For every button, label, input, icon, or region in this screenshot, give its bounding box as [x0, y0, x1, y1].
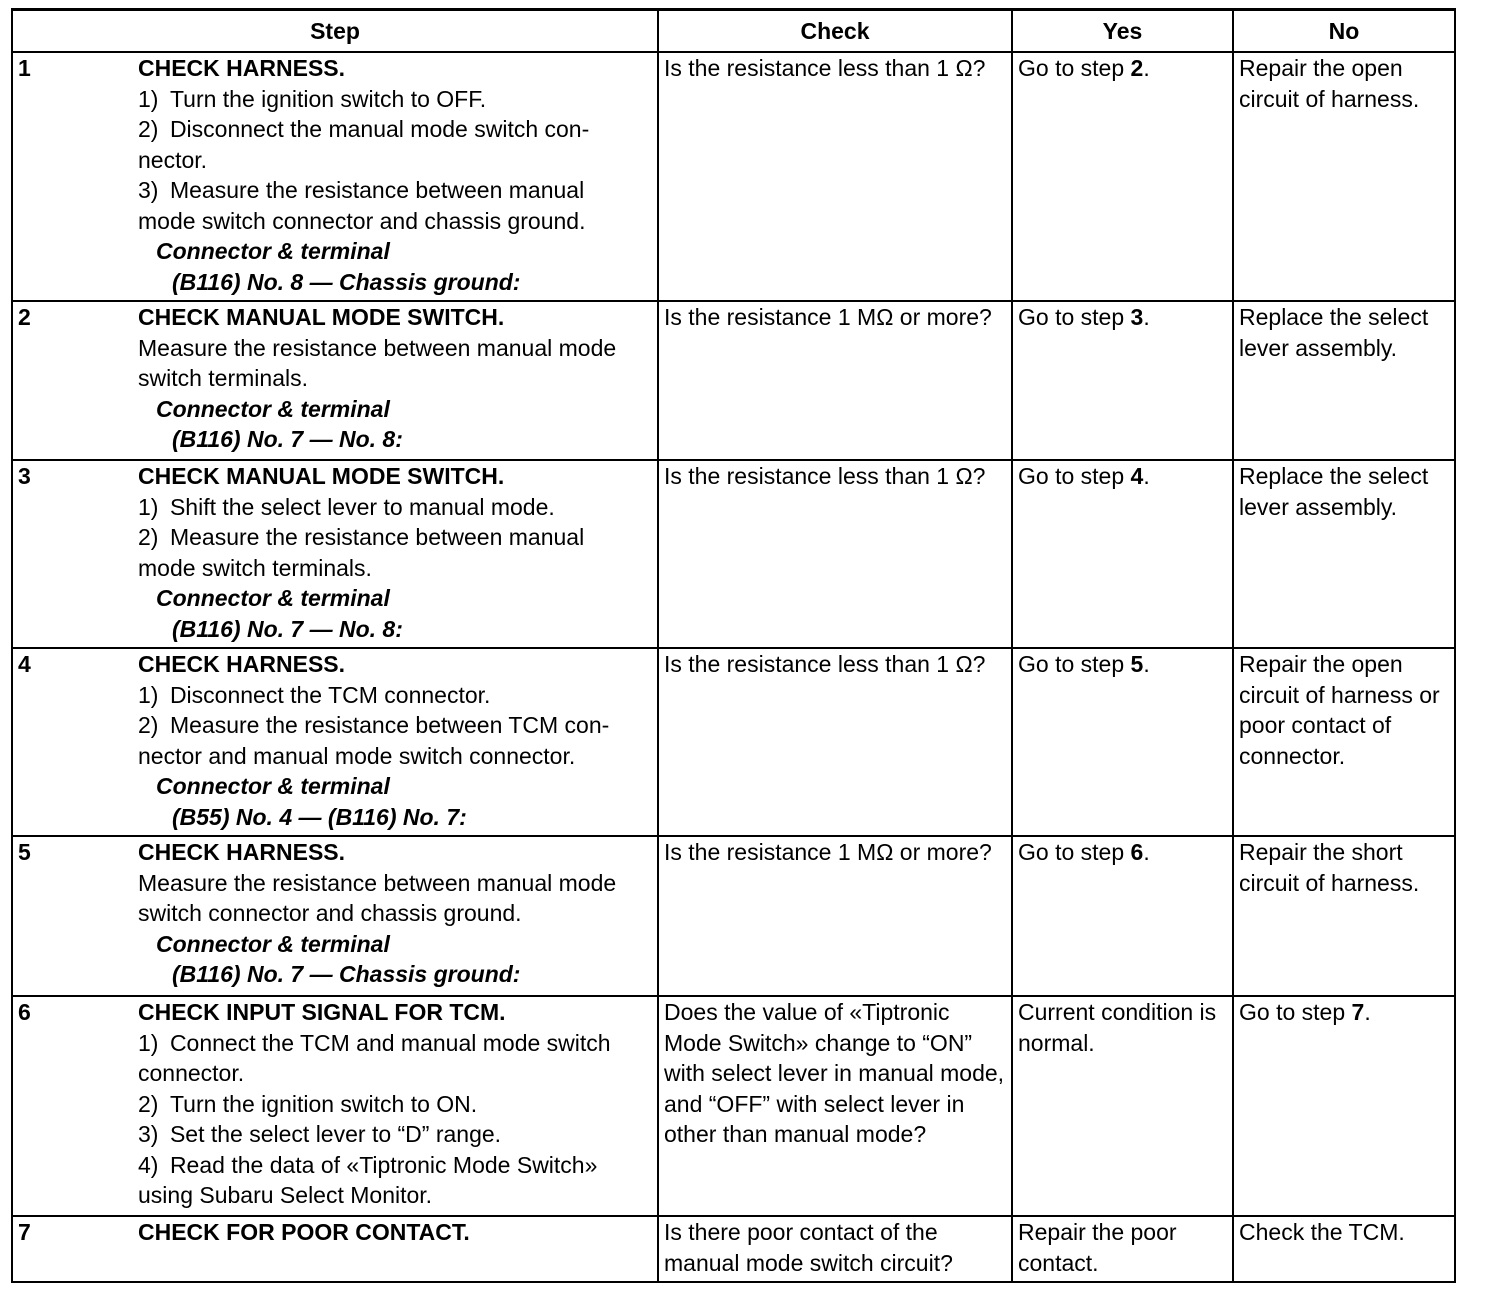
- header-yes: Yes: [1012, 10, 1233, 53]
- header-row: [12, 10, 1455, 53]
- check-cell: Is there poor contact of the manual mode switch circuit?: [658, 1216, 1012, 1282]
- check-cell: Is the resistance 1 MΩ or more?: [658, 836, 1012, 996]
- connector-label: Connector & terminal: [156, 773, 390, 799]
- yes-cell: [1012, 836, 1233, 996]
- step-instruction: 3) Set the select lever to “D” range.: [138, 1121, 502, 1147]
- yes-step-number: 5: [1130, 651, 1144, 677]
- table-row: [12, 996, 1455, 1216]
- step-instruction: connector.: [138, 1060, 245, 1086]
- check-cell: Is the resistance 1 MΩ or more?: [658, 301, 1012, 460]
- table-row: [12, 836, 1455, 996]
- yes-text: Go to step: [1018, 55, 1131, 81]
- step-instruction: Measure the resistance between manual mode: [138, 869, 617, 896]
- step-number: 3: [18, 463, 31, 489]
- step-instruction: nector.: [138, 146, 208, 173]
- step-title: CHECK MANUAL MODE SWITCH.: [138, 463, 505, 489]
- step-cell: [12, 460, 658, 648]
- step-body: [138, 1217, 652, 1248]
- step-instruction: nector and manual mode switch connector.: [138, 742, 576, 769]
- yes-text: Repair the poor contact.: [1018, 1219, 1177, 1276]
- table-row: [12, 460, 1455, 648]
- step-title: CHECK HARNESS.: [138, 839, 346, 865]
- step-content: [18, 302, 652, 455]
- step-content: [18, 1217, 652, 1248]
- table-row: [12, 52, 1455, 301]
- yes-cell: [1012, 301, 1233, 460]
- step-instruction: 2) Measure the resistance between TCM con-: [138, 712, 610, 738]
- yes-text: Go to step: [1018, 651, 1131, 677]
- yes-end: .: [1143, 304, 1150, 330]
- connector-label: Connector & terminal: [156, 585, 390, 611]
- no-cell: Repair the open circuit of harness or poor contact of connector.: [1233, 648, 1455, 836]
- yes-end: .: [1143, 463, 1150, 489]
- diagnostic-table: [11, 8, 1456, 1283]
- step-instruction: 4) Read the data of «Tiptronic Mode Switch»: [138, 1151, 598, 1178]
- table-row: [12, 1216, 1455, 1282]
- no-cell: Replace the select lever assembly.: [1233, 460, 1455, 648]
- no-cell: Repair the open circuit of harness.: [1233, 52, 1455, 301]
- step-instruction: 3) Measure the resistance between manual: [138, 177, 585, 203]
- step-content: [18, 53, 652, 297]
- step-content: [18, 461, 652, 644]
- terminal-spec: (B55) No. 4 — (B116) No. 7:: [172, 803, 467, 830]
- step-body: [138, 649, 652, 832]
- yes-end: .: [1143, 55, 1150, 81]
- step-cell: [12, 836, 658, 996]
- yes-cell: [1012, 1216, 1233, 1282]
- table-row: [12, 301, 1455, 460]
- no-cell: Check the TCM.: [1233, 1216, 1455, 1282]
- yes-cell: [1012, 996, 1233, 1216]
- header-step: Step: [12, 10, 658, 53]
- step-cell: [12, 301, 658, 460]
- yes-text: Go to step: [1018, 463, 1131, 489]
- check-cell: Is the resistance less than 1 Ω?: [658, 52, 1012, 301]
- step-instruction: 1) Disconnect the TCM connector.: [138, 681, 491, 708]
- header-no: No: [1233, 10, 1455, 53]
- step-cell: [12, 648, 658, 836]
- step-number: 1: [18, 55, 31, 81]
- step-instruction: 1) Connect the TCM and manual mode switch: [138, 1029, 611, 1056]
- yes-step-number: 2: [1130, 55, 1144, 81]
- yes-text: Current condition is normal.: [1018, 999, 1217, 1056]
- terminal-spec: (B116) No. 7 — No. 8:: [172, 615, 403, 642]
- step-instruction: mode switch connector and chassis ground.: [138, 207, 586, 234]
- step-title: CHECK HARNESS.: [138, 651, 346, 677]
- step-title: CHECK HARNESS.: [138, 55, 346, 81]
- yes-step-number: 6: [1130, 839, 1144, 865]
- terminal-spec: (B116) No. 7 — No. 8:: [172, 426, 403, 452]
- step-number: 2: [18, 304, 31, 330]
- step-instruction: 2) Turn the ignition switch to ON.: [138, 1090, 478, 1117]
- step-instruction: 2) Disconnect the manual mode switch con-: [138, 116, 590, 142]
- step-title: CHECK INPUT SIGNAL FOR TCM.: [138, 999, 506, 1025]
- yes-cell: [1012, 648, 1233, 836]
- step-body: [138, 997, 652, 1211]
- check-cell: Does the value of «Tiptronic Mode Switch» change to “ON” with select lever in manual mode, and “OFF” with select lever in other than manual mode?: [658, 996, 1012, 1216]
- step-content: [18, 837, 652, 990]
- yes-end: .: [1143, 651, 1150, 677]
- step-body: [138, 53, 652, 297]
- yes-cell: [1012, 52, 1233, 301]
- yes-step-number: 4: [1130, 463, 1144, 489]
- step-number: 4: [18, 651, 31, 677]
- no-end: .: [1364, 999, 1371, 1025]
- step-body: [138, 837, 652, 990]
- step-instruction: 1) Turn the ignition switch to OFF.: [138, 85, 487, 112]
- step-instruction: mode switch terminals.: [138, 554, 372, 581]
- header-check: Check: [658, 10, 1012, 53]
- step-instruction: using Subaru Select Monitor.: [138, 1182, 433, 1208]
- no-cell: Replace the select lever assembly.: [1233, 301, 1455, 460]
- yes-step-number: 3: [1130, 304, 1144, 330]
- step-instruction: switch terminals.: [138, 365, 308, 391]
- terminal-spec: (B116) No. 8 — Chassis ground:: [172, 268, 521, 295]
- terminal-spec: (B116) No. 7 — Chassis ground:: [172, 961, 521, 987]
- check-cell: Is the resistance less than 1 Ω?: [658, 460, 1012, 648]
- step-cell: [12, 1216, 658, 1282]
- step-instruction: switch connector and chassis ground.: [138, 900, 522, 926]
- yes-text: Go to step: [1018, 304, 1131, 330]
- step-instruction: Measure the resistance between manual mode: [138, 334, 617, 361]
- no-cell: Repair the short circuit of harness.: [1233, 836, 1455, 996]
- no-step-number: 7: [1351, 999, 1365, 1025]
- check-cell: Is the resistance less than 1 Ω?: [658, 648, 1012, 836]
- step-instruction: 2) Measure the resistance between manual: [138, 524, 585, 550]
- table-row: [12, 648, 1455, 836]
- yes-end: .: [1143, 839, 1150, 865]
- step-content: [18, 649, 652, 832]
- step-cell: [12, 52, 658, 301]
- step-body: [138, 302, 652, 455]
- connector-label: Connector & terminal: [156, 395, 390, 422]
- step-title: CHECK FOR POOR CONTACT.: [138, 1219, 470, 1245]
- step-instruction: 1) Shift the select lever to manual mode.: [138, 493, 555, 520]
- step-body: [138, 461, 652, 644]
- step-title: CHECK MANUAL MODE SWITCH.: [138, 304, 505, 330]
- connector-label: Connector & terminal: [156, 238, 390, 264]
- step-content: [18, 997, 652, 1211]
- step-cell: [12, 996, 658, 1216]
- connector-label: Connector & terminal: [156, 930, 390, 957]
- step-number: 5: [18, 839, 31, 865]
- yes-text: Go to step: [1018, 839, 1131, 865]
- yes-cell: [1012, 460, 1233, 648]
- no-text: Go to step: [1239, 999, 1352, 1025]
- no-cell: [1233, 996, 1455, 1216]
- step-number: 7: [18, 1219, 31, 1245]
- step-number: 6: [18, 999, 31, 1025]
